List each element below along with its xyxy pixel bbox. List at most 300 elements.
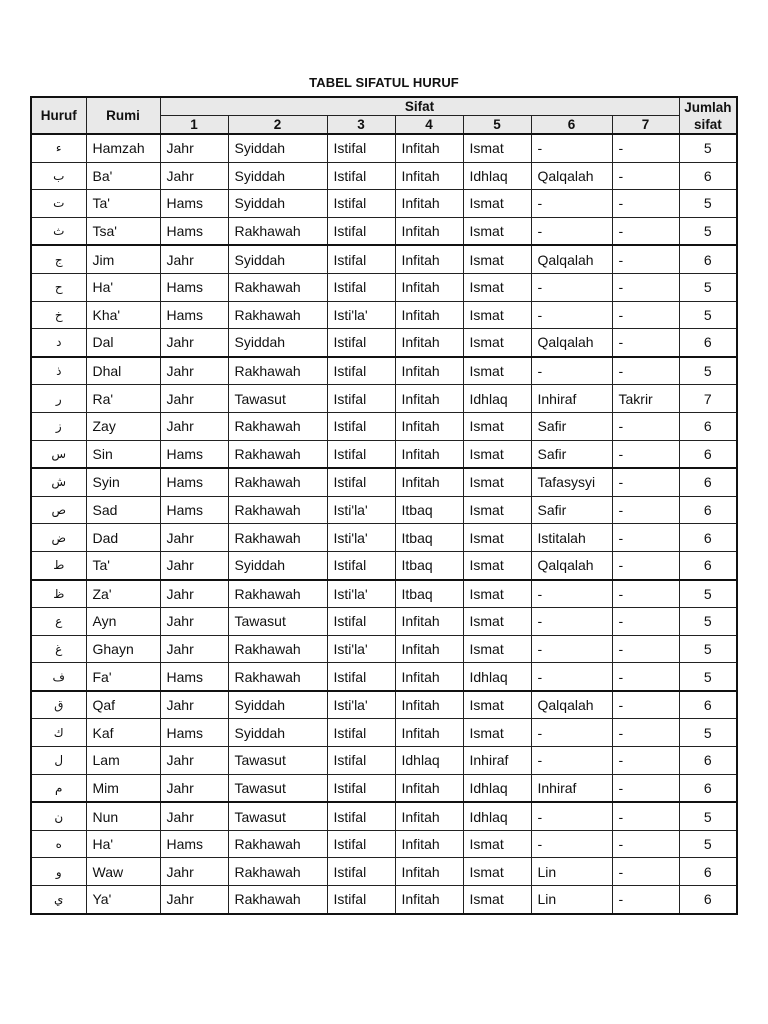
jumlah-sifat-cell: 5 [679,830,737,858]
sifat-6-cell: Qalqalah [531,245,612,273]
jumlah-sifat-cell: 5 [679,134,737,162]
table-row [31,663,737,691]
sifat-2-cell: Rakhawah [228,886,327,914]
jumlah-sifat-cell: 5 [679,190,737,218]
table-row [31,608,737,636]
rumi-cell: Sin [86,440,160,468]
huruf-cell: ض [31,524,86,552]
sifat-6-cell: - [531,190,612,218]
sifat-5-cell: Ismat [463,886,531,914]
huruf-cell: ذ [31,357,86,385]
sifat-1-cell: Jahr [160,580,228,608]
huruf-cell: ج [31,245,86,273]
sifat-5-cell: Ismat [463,551,531,579]
jumlah-sifat-cell: 5 [679,663,737,691]
sifat-5-cell: Idhlaq [463,802,531,830]
huruf-cell: م [31,774,86,802]
sifat-4-cell: Infitah [395,691,463,719]
sifat-4-cell: Infitah [395,190,463,218]
sifat-3-cell: Istifal [327,134,395,162]
huruf-cell: و [31,858,86,886]
sifat-4-cell: Itbaq [395,496,463,524]
sifat-3-cell: Istifal [327,886,395,914]
sifat-3-cell: Istifal [327,273,395,301]
header-sifat-3: 3 [327,116,395,135]
sifat-1-cell: Jahr [160,357,228,385]
sifat-4-cell: Infitah [395,635,463,663]
sifat-7-cell: - [612,357,679,385]
sifat-7-cell: - [612,858,679,886]
huruf-cell: س [31,440,86,468]
sifat-6-cell: Inhiraf [531,774,612,802]
sifat-4-cell: Itbaq [395,551,463,579]
sifat-1-cell: Jahr [160,412,228,440]
sifat-5-cell: Idhlaq [463,162,531,190]
jumlah-sifat-cell: 5 [679,802,737,830]
sifat-4-cell: Infitah [395,719,463,747]
sifat-2-cell: Rakhawah [228,273,327,301]
huruf-cell: ر [31,385,86,413]
sifat-2-cell: Rakhawah [228,635,327,663]
sifat-2-cell: Rakhawah [228,663,327,691]
sifat-3-cell: Istifal [327,190,395,218]
rumi-cell: Mim [86,774,160,802]
header-jumlah-line1: Jumlah [684,99,732,115]
sifat-3-cell: Istifal [327,858,395,886]
sifat-2-cell: Syiddah [228,719,327,747]
jumlah-sifat-cell: 5 [679,719,737,747]
sifat-1-cell: Jahr [160,134,228,162]
sifat-2-cell: Tawasut [228,608,327,636]
sifat-4-cell: Infitah [395,440,463,468]
huruf-cell: ق [31,691,86,719]
sifat-1-cell: Hams [160,273,228,301]
sifat-6-cell: Qalqalah [531,329,612,357]
table-row [31,719,737,747]
sifat-1-cell: Hams [160,830,228,858]
jumlah-sifat-cell: 6 [679,162,737,190]
sifat-5-cell: Ismat [463,190,531,218]
sifat-3-cell: Istifal [327,468,395,496]
rumi-cell: Ta' [86,551,160,579]
sifat-4-cell: Infitah [395,468,463,496]
rumi-cell: Fa' [86,663,160,691]
sifat-6-cell: Qalqalah [531,162,612,190]
sifat-3-cell: Istifal [327,802,395,830]
sifat-2-cell: Tawasut [228,802,327,830]
sifat-5-cell: Ismat [463,580,531,608]
sifat-5-cell: Ismat [463,245,531,273]
sifat-6-cell: - [531,635,612,663]
table-row [31,691,737,719]
sifat-7-cell: - [612,580,679,608]
header-jumlah-sifat [679,97,737,134]
sifat-4-cell: Idhlaq [395,747,463,775]
jumlah-sifat-cell: 6 [679,468,737,496]
table-row [31,774,737,802]
table-row [31,747,737,775]
table-row [31,858,737,886]
rumi-cell: Tsa' [86,217,160,245]
jumlah-sifat-cell: 6 [679,412,737,440]
sifat-4-cell: Infitah [395,802,463,830]
sifat-1-cell: Hams [160,496,228,524]
sifat-3-cell: Istifal [327,440,395,468]
sifat-7-cell: - [612,719,679,747]
sifat-3-cell: Istifal [327,412,395,440]
sifat-1-cell: Hams [160,719,228,747]
sifat-7-cell: - [612,524,679,552]
sifat-2-cell: Syiddah [228,691,327,719]
huruf-cell: ه [31,830,86,858]
sifat-4-cell: Infitah [395,245,463,273]
table-row [31,635,737,663]
table-row [31,162,737,190]
sifat-4-cell: Infitah [395,663,463,691]
table-row [31,134,737,162]
sifat-1-cell: Hams [160,217,228,245]
jumlah-sifat-cell: 6 [679,691,737,719]
sifat-3-cell: Isti'la' [327,691,395,719]
sifat-6-cell: Tafasysyi [531,468,612,496]
sifat-2-cell: Syiddah [228,245,327,273]
jumlah-sifat-cell: 6 [679,245,737,273]
header-sifat-4: 4 [395,116,463,135]
sifat-4-cell: Infitah [395,357,463,385]
sifat-2-cell: Rakhawah [228,217,327,245]
sifat-7-cell: - [612,273,679,301]
sifat-7-cell: - [612,496,679,524]
table-row [31,357,737,385]
sifat-3-cell: Istifal [327,830,395,858]
sifat-5-cell: Ismat [463,524,531,552]
sifat-6-cell: Qalqalah [531,551,612,579]
sifat-6-cell: - [531,663,612,691]
rumi-cell: Qaf [86,691,160,719]
sifat-7-cell: - [612,635,679,663]
huruf-cell: ز [31,412,86,440]
sifat-3-cell: Istifal [327,385,395,413]
sifat-1-cell: Jahr [160,747,228,775]
table-row [31,217,737,245]
table-row [31,301,737,329]
huruf-cell: ب [31,162,86,190]
rumi-cell: Dad [86,524,160,552]
sifat-5-cell: Ismat [463,134,531,162]
sifat-2-cell: Syiddah [228,329,327,357]
rumi-cell: Zay [86,412,160,440]
sifat-1-cell: Jahr [160,774,228,802]
sifat-1-cell: Jahr [160,245,228,273]
sifat-6-cell: - [531,217,612,245]
rumi-cell: Ba' [86,162,160,190]
sifat-2-cell: Rakhawah [228,412,327,440]
sifat-2-cell: Rakhawah [228,580,327,608]
table-row [31,412,737,440]
huruf-cell: ظ [31,580,86,608]
header-huruf: Huruf [31,97,86,134]
sifat-4-cell: Infitah [395,858,463,886]
sifat-1-cell: Jahr [160,691,228,719]
huruf-cell: غ [31,635,86,663]
sifat-3-cell: Isti'la' [327,524,395,552]
sifat-6-cell: - [531,580,612,608]
sifat-6-cell: Lin [531,858,612,886]
sifat-7-cell: - [612,663,679,691]
rumi-cell: Jim [86,245,160,273]
table-body [31,134,737,914]
huruf-cell: ث [31,217,86,245]
rumi-cell: Kha' [86,301,160,329]
sifat-3-cell: Istifal [327,162,395,190]
sifat-6-cell: Istitalah [531,524,612,552]
sifat-6-cell: - [531,357,612,385]
rumi-cell: Sad [86,496,160,524]
sifat-5-cell: Ismat [463,635,531,663]
sifat-3-cell: Istifal [327,663,395,691]
sifat-4-cell: Infitah [395,134,463,162]
sifat-4-cell: Infitah [395,217,463,245]
rumi-cell: Ayn [86,608,160,636]
huruf-cell: ك [31,719,86,747]
rumi-cell: Nun [86,802,160,830]
sifat-5-cell: Ismat [463,468,531,496]
rumi-cell: Ra' [86,385,160,413]
sifat-6-cell: Safir [531,496,612,524]
sifat-7-cell: - [612,217,679,245]
rumi-cell: Kaf [86,719,160,747]
sifat-7-cell: - [612,691,679,719]
table-title: TABEL SIFATUL HURUF [309,75,459,90]
sifat-4-cell: Infitah [395,608,463,636]
sifat-5-cell: Ismat [463,357,531,385]
header-sifat-6: 6 [531,116,612,135]
jumlah-sifat-cell: 5 [679,608,737,636]
sifat-7-cell: - [612,551,679,579]
sifat-2-cell: Tawasut [228,385,327,413]
sifat-7-cell: - [612,830,679,858]
huruf-cell: ح [31,273,86,301]
huruf-cell: ن [31,802,86,830]
table-row [31,886,737,914]
sifat-2-cell: Syiddah [228,551,327,579]
sifatul-huruf-table [30,96,738,915]
sifat-2-cell: Rakhawah [228,468,327,496]
sifat-3-cell: Istifal [327,357,395,385]
sifat-5-cell: Ismat [463,858,531,886]
table-row [31,190,737,218]
sifat-5-cell: Ismat [463,273,531,301]
sifat-2-cell: Rakhawah [228,301,327,329]
sifat-5-cell: Ismat [463,830,531,858]
jumlah-sifat-cell: 7 [679,385,737,413]
jumlah-sifat-cell: 6 [679,551,737,579]
sifat-4-cell: Infitah [395,273,463,301]
table-row [31,830,737,858]
sifat-4-cell: Infitah [395,774,463,802]
sifat-1-cell: Jahr [160,886,228,914]
sifat-2-cell: Syiddah [228,162,327,190]
sifat-7-cell: - [612,301,679,329]
sifat-6-cell: Safir [531,412,612,440]
sifat-2-cell: Syiddah [228,134,327,162]
rumi-cell: Lam [86,747,160,775]
sifat-7-cell: - [612,468,679,496]
header-rumi: Rumi [86,97,160,134]
huruf-cell: ء [31,134,86,162]
sifat-7-cell: - [612,329,679,357]
sifat-4-cell: Infitah [395,886,463,914]
sifat-3-cell: Isti'la' [327,496,395,524]
sifat-5-cell: Idhlaq [463,774,531,802]
sifat-6-cell: - [531,608,612,636]
huruf-cell: ل [31,747,86,775]
sifat-6-cell: - [531,802,612,830]
table-row [31,440,737,468]
sifat-4-cell: Infitah [395,830,463,858]
sifat-2-cell: Tawasut [228,774,327,802]
rumi-cell: Dhal [86,357,160,385]
jumlah-sifat-cell: 5 [679,217,737,245]
table-row [31,385,737,413]
table-row [31,245,737,273]
sifat-1-cell: Jahr [160,635,228,663]
sifat-7-cell: - [612,440,679,468]
jumlah-sifat-cell: 6 [679,496,737,524]
sifat-7-cell: - [612,608,679,636]
sifat-5-cell: Idhlaq [463,663,531,691]
jumlah-sifat-cell: 6 [679,329,737,357]
sifat-5-cell: Inhiraf [463,747,531,775]
sifat-3-cell: Istifal [327,747,395,775]
rumi-cell: Dal [86,329,160,357]
sifat-3-cell: Istifal [327,774,395,802]
sifat-2-cell: Syiddah [228,190,327,218]
sifat-7-cell: - [612,886,679,914]
sifat-1-cell: Hams [160,190,228,218]
sifat-5-cell: Ismat [463,719,531,747]
jumlah-sifat-cell: 5 [679,357,737,385]
sifat-5-cell: Ismat [463,440,531,468]
table-row [31,468,737,496]
sifat-3-cell: Isti'la' [327,301,395,329]
jumlah-sifat-cell: 5 [679,580,737,608]
sifat-7-cell: - [612,134,679,162]
sifat-4-cell: Infitah [395,301,463,329]
huruf-cell: ف [31,663,86,691]
sifat-4-cell: Infitah [395,412,463,440]
sifat-6-cell: - [531,719,612,747]
huruf-cell: ي [31,886,86,914]
sifat-5-cell: Ismat [463,412,531,440]
header-sifat-5: 5 [463,116,531,135]
sifat-3-cell: Istifal [327,608,395,636]
jumlah-sifat-cell: 6 [679,886,737,914]
huruf-cell: ش [31,468,86,496]
sifat-6-cell: Qalqalah [531,691,612,719]
table-row [31,273,737,301]
sifat-2-cell: Rakhawah [228,524,327,552]
rumi-cell: Za' [86,580,160,608]
sifat-6-cell: Inhiraf [531,385,612,413]
jumlah-sifat-cell: 5 [679,635,737,663]
sifat-1-cell: Hams [160,301,228,329]
sifat-5-cell: Ismat [463,301,531,329]
sifat-7-cell: - [612,190,679,218]
header-sifat: Sifat [160,97,679,116]
sifat-7-cell: Takrir [612,385,679,413]
rumi-cell: Hamzah [86,134,160,162]
jumlah-sifat-cell: 6 [679,774,737,802]
table-row [31,524,737,552]
header-sifat-1: 1 [160,116,228,135]
sifat-4-cell: Infitah [395,385,463,413]
jumlah-sifat-cell: 6 [679,440,737,468]
sifat-4-cell: Infitah [395,162,463,190]
table-row [31,329,737,357]
sifat-1-cell: Jahr [160,858,228,886]
sifat-7-cell: - [612,802,679,830]
sifat-5-cell: Ismat [463,217,531,245]
table-row [31,580,737,608]
sifat-1-cell: Jahr [160,551,228,579]
sifat-5-cell: Ismat [463,691,531,719]
rumi-cell: Ha' [86,830,160,858]
huruf-cell: ت [31,190,86,218]
sifat-5-cell: Ismat [463,496,531,524]
sifat-6-cell: - [531,301,612,329]
table-row [31,496,737,524]
huruf-cell: د [31,329,86,357]
sifat-5-cell: Ismat [463,329,531,357]
sifat-1-cell: Hams [160,468,228,496]
huruf-cell: ع [31,608,86,636]
sifat-5-cell: Ismat [463,608,531,636]
sifat-3-cell: Isti'la' [327,635,395,663]
jumlah-sifat-cell: 6 [679,524,737,552]
sifat-1-cell: Jahr [160,162,228,190]
header-sifat-7: 7 [612,116,679,135]
sifat-3-cell: Istifal [327,719,395,747]
sifat-7-cell: - [612,245,679,273]
sifat-1-cell: Jahr [160,524,228,552]
jumlah-sifat-cell: 5 [679,301,737,329]
sifat-3-cell: Istifal [327,551,395,579]
sifat-4-cell: Infitah [395,329,463,357]
sifat-6-cell: - [531,273,612,301]
header-jumlah-line2: sifat [693,116,722,132]
sifat-2-cell: Rakhawah [228,357,327,385]
table-row [31,551,737,579]
sifat-1-cell: Jahr [160,385,228,413]
jumlah-sifat-cell: 6 [679,747,737,775]
sifat-1-cell: Hams [160,663,228,691]
sifat-7-cell: - [612,747,679,775]
rumi-cell: Waw [86,858,160,886]
sifat-1-cell: Jahr [160,802,228,830]
huruf-cell: ص [31,496,86,524]
huruf-cell: خ [31,301,86,329]
sifat-1-cell: Jahr [160,608,228,636]
sifat-3-cell: Isti'la' [327,580,395,608]
rumi-cell: Ha' [86,273,160,301]
sifat-3-cell: Istifal [327,245,395,273]
sifat-3-cell: Istifal [327,329,395,357]
sifat-6-cell: - [531,830,612,858]
sifat-7-cell: - [612,162,679,190]
huruf-cell: ط [31,551,86,579]
sifat-2-cell: Rakhawah [228,440,327,468]
